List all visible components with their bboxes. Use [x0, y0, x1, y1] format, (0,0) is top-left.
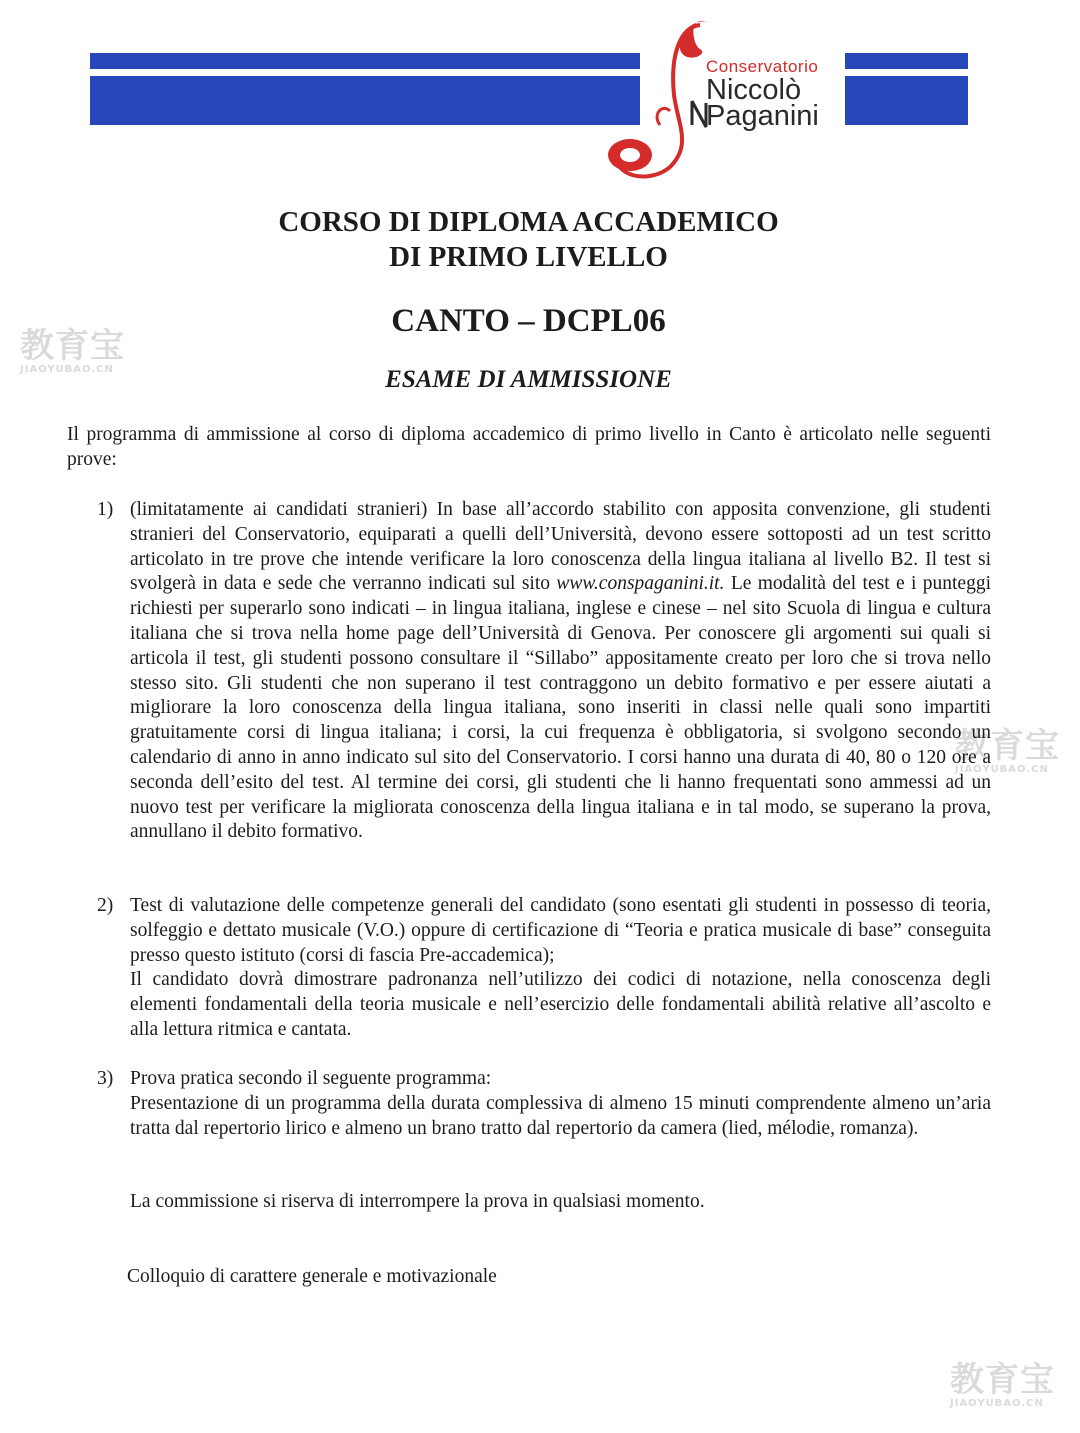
- watermark: 教育宝 JIAOYUBAO.CN: [955, 726, 1060, 775]
- reserve-note: La commissione si riserva di interrompere la prova in qualsiasi momento.: [130, 1191, 705, 1212]
- watermark: 教育宝 JIAOYUBAO.CN: [950, 1360, 1055, 1409]
- list-item-number: 1): [97, 499, 114, 520]
- list-item-number: 2): [97, 895, 114, 916]
- website-link[interactable]: www.conspaganini.it.: [556, 573, 725, 595]
- list-item-text: Test di valutazione delle competenze generali del candidato (sono esentati gli studenti in possesso di teoria, solfeggio e dettato musicale (V.O.) oppure di certificazione di “Teoria e pratica musicale di base” conseguita presso questo istituto (corsi di fascia Pre-accademica); Il candidato dovrà dimostrare padronanza nell’utilizzo dei codici di notazione, nella conoscenza degli elementi fondamentali della teoria musicale e nell’esercizio delle fondamentali abilità relative all’ascolto e alla lettura ritmica e cantata.: [130, 895, 991, 1040]
- logo-line-conservatorio: Conservatorio: [706, 57, 819, 76]
- colloquio-note: Colloquio di carattere generale e motivazionale: [127, 1266, 497, 1287]
- document-title-line2: DI PRIMO LIVELLO: [389, 241, 668, 273]
- document-title-line1: CORSO DI DIPLOMA ACCADEMICO: [278, 206, 779, 238]
- intro-paragraph: Il programma di ammissione al corso di diploma accademico di primo livello in Canto è articolato nelle seguenti prove:: [67, 424, 991, 470]
- course-subtitle: CANTO – DCPL06: [391, 303, 666, 339]
- logo-line-paganini: Paganini: [706, 100, 819, 132]
- logo-line-niccolo: Niccolò: [706, 74, 802, 106]
- list-item: [97, 894, 991, 1043]
- list-item: [97, 498, 991, 845]
- list-item-text: Prova pratica secondo il seguente programma: Presentazione di un programma della durata complessiva di almeno 15 minuti comprendente almeno un’aria tratta dal repertorio lirico e almeno un brano tratto dal repertorio da camera (lied, mélodie, romanza).: [130, 1068, 991, 1139]
- list-item-number: 3): [97, 1068, 114, 1089]
- conservatorio-logo-icon: [600, 15, 710, 185]
- section-title: ESAME DI AMMISSIONE: [385, 366, 672, 393]
- watermark: 教育宝 JIAOYUBAO.CN: [20, 326, 125, 375]
- list-item: [97, 1067, 991, 1141]
- logo-text: [706, 57, 819, 132]
- list-item-text: (limitatamente ai candidati stranieri) In base all’accordo stabilito con apposita convenzione, gli studenti stranieri del Conservatorio, equiparati a quelli dell’Università, devono essere sottoposti ad un test scritto articolato in tre prove che intende verificare la loro conoscenza della lingua italiana al livello B2. Il test si svolgerà in data e sede che verranno indicati sul sito www.conspaganini.it. Le modalità del test e i punteggi richiesti per superarlo sono indicati – in lingua italiana, inglese e cinese – nel sito Scuola di lingua e cultura italiana che si trova nella home page dell’Università di Genova. Per conoscere gli argomenti sui quali si articola il test, gli studenti possono consultare il “Sillabo” appositamente creato per loro che si trova nello stesso sito. Gli studenti che non superano il test contraggono un debito formativo e per essere aiutati a migliorare la loro conoscenza della lingua italiana, sono inseriti in classi nelle quali sono impartiti gratuitamente corsi di lingua italiana; i corsi, la cui frequenza è obbligatoria, si svolgono secondo un calendario di anno in anno indicato sul sito del Conservatorio. I corsi hanno una durata di 40, 80 o 120 ore a seconda dell’esito del test. Al termine dei corsi, gli studenti che li hanno frequentati sono ammessi ad un nuovo test per verificare la migliorata conoscenza della lingua italiana e in tal modo, se superano la prova, annullano il debito formativo.: [130, 499, 991, 843]
